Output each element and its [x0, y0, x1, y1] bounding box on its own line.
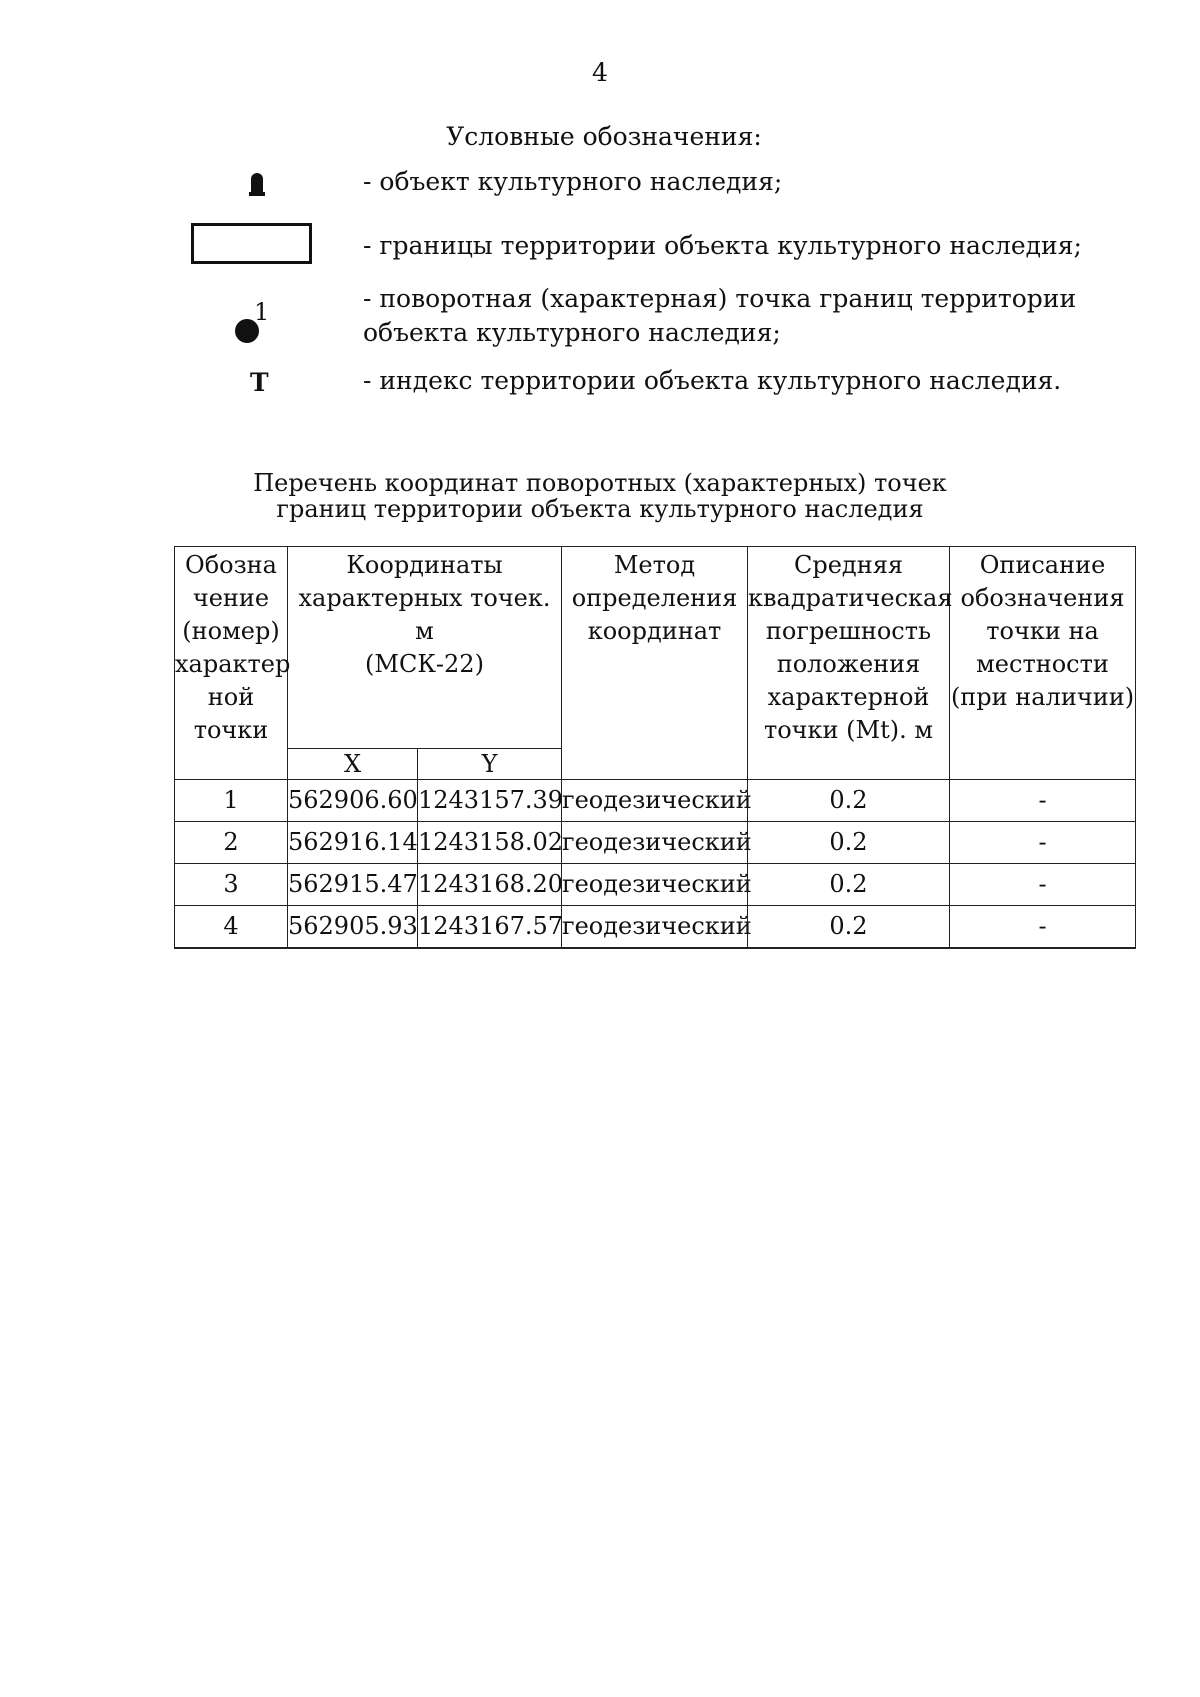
table-title-line-1: Перечень координат поворотных (характерных) точек	[253, 469, 947, 497]
cell-x: 562906.60	[288, 780, 418, 822]
cell-method: геодезический	[562, 822, 748, 864]
turning-point-label: 1	[254, 298, 270, 326]
cell-num: 4	[175, 906, 288, 949]
cell-y: 1243157.39	[418, 780, 562, 822]
cell-x: 562905.93	[288, 906, 418, 949]
header-designation: Обозна чение (номер) характер ной точки	[175, 547, 288, 780]
header-y: Y	[418, 749, 562, 780]
header-error: Средняя квадратическая погрешность положения характерной точки (Mt). м	[748, 547, 950, 780]
table-row	[175, 906, 1136, 949]
monument-icon	[249, 173, 265, 196]
cell-description: -	[950, 822, 1136, 864]
cell-description: -	[950, 906, 1136, 949]
cell-method: геодезический	[562, 906, 748, 949]
cell-method: геодезический	[562, 780, 748, 822]
cell-description: -	[950, 780, 1136, 822]
cell-error: 0.2	[748, 906, 950, 949]
table-title	[0, 470, 1200, 522]
header-coordinates: Координаты характерных точек. м (МСК-22)	[288, 547, 562, 749]
header-description: Описание обозначения точки на местности (при наличии)	[950, 547, 1136, 780]
table-row	[175, 864, 1136, 906]
table-row	[175, 822, 1136, 864]
cell-y: 1243168.20	[418, 864, 562, 906]
cell-num: 2	[175, 822, 288, 864]
turning-point-icon	[235, 300, 271, 346]
coordinates-table	[174, 546, 1136, 949]
legend-item-turning-point: - поворотная (характерная) точка границ территории объекта культурного наследия;	[363, 284, 1077, 347]
cell-y: 1243158.02	[418, 822, 562, 864]
cell-method: геодезический	[562, 864, 748, 906]
cell-x: 562915.47	[288, 864, 418, 906]
cell-error: 0.2	[748, 780, 950, 822]
cell-x: 562916.14	[288, 822, 418, 864]
header-x: X	[288, 749, 418, 780]
cell-num: 1	[175, 780, 288, 822]
cell-y: 1243167.57	[418, 906, 562, 949]
legend-item-boundary: - границы территории объекта культурного наследия;	[363, 231, 1082, 260]
legend-item-territory-index: - индекс территории объекта культурного наследия.	[363, 366, 1062, 395]
table-title-line-2: границ территории объекта культурного наследия	[276, 495, 924, 523]
cell-num: 3	[175, 864, 288, 906]
boundary-rectangle-icon	[191, 223, 312, 264]
header-method: Метод определения координат	[562, 547, 748, 780]
cell-description: -	[950, 864, 1136, 906]
cell-error: 0.2	[748, 864, 950, 906]
legend-item-monument: - объект культурного наследия;	[363, 167, 783, 196]
cell-error: 0.2	[748, 822, 950, 864]
territory-index-icon: Т	[250, 368, 269, 397]
legend-title: Условные обозначения:	[446, 122, 762, 151]
table-row	[175, 780, 1136, 822]
page-number: 4	[592, 58, 608, 87]
